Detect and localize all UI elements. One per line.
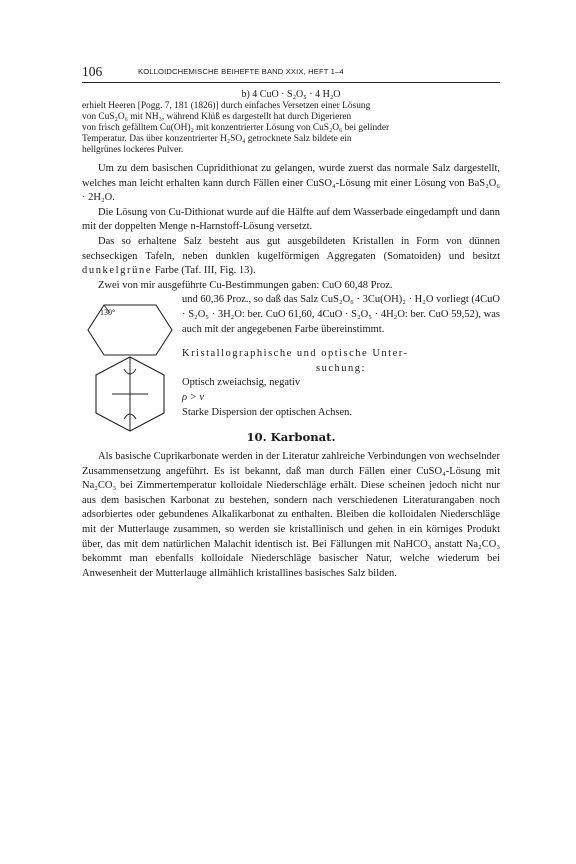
paragraph-text: Farbe (Taf. III, Fig. 13).: [152, 265, 256, 277]
formula-heading: b) 4 CuO · S₂O₅ · 4 H₂O: [241, 89, 341, 100]
optical-axis-figure: [94, 353, 168, 435]
crystal-line: Starke Dispersion der optischen Achsen.: [182, 406, 353, 418]
paragraph: und 60,36 Proz., so daß das Salz CuS₂O₆ · 3Cu(OH)₂ · H₂O vorliegt (4CuO · S₂O₅ · 3H₂O: ber. CuO 61,60, 4CuO · S₂O₅ · 4H₂O: ber. CuO 59,52), was auch mit der angegebenen Farbe übereinstimmt.: [182, 294, 500, 335]
crystal-line: ρ > ν: [182, 391, 205, 403]
small-line: hellgrünes lockeres Pulver.: [82, 145, 184, 155]
small-line: von CuS₂O₆ mit NH₃, während Klüß es dargestellt hat durch Digerieren: [82, 112, 352, 122]
crystal-title-cont: suchung:: [316, 362, 366, 374]
paragraph: Als basische Cuprikarbonate werden in der Literatur zahlreiche Verbindungen von wechselnder Zusammensetzung angeführt. Es ist bekannt, daß man durch Fällen einer CuSO₄-Lösung mit Na₂CO₃ bei Zimmertemperatur kolloidale Niederschläge erhält. Diese scheinen jedoch nicht nur aus dem basischen Karbonat zu bestehen, sondern nach verschiedenen Literaturangaben noch adsorbiertes oder gebundenes Alkalikarbonat zu enthalten. Bleiben die kolloidalen Niederschläge mit der Mutterlauge zusammen, so werden sie kristallinisch und gehen in ein körniges Produkt über, das mit dem natürlichen Malachit identisch ist. Bei Fällungen mit NaHCO₃ anstatt Na₂CO₃ bekommt man ebenfalls kolloidale Niederschläge basischer Natur, welche wiederum bei Anwesenheit der Mutterlauge allmählich kristallines basisches Salz bilden.: [82, 451, 500, 579]
paragraph: Um zu dem basischen Cupridithionat zu gelangen, wurde zuerst das normale Salz dargestellt, welches man leicht erhalten kann durch Fällen einer CuSO₄-Lösung mit einer Lösung von BaS₂O₆ · 2H₂O.: [82, 163, 500, 204]
section-heading: 10. Karbonat.: [246, 430, 336, 445]
small-line: von frisch gefälltem Cu(OH)₂ mit konzentrierter Lösung von CuS₂O₆ bei gelinder: [82, 123, 390, 133]
paragraph: Die Lösung von Cu-Dithionat wurde auf die Hälfte auf dem Wasserbade eingedampft und dann mit der doppelten Menge n-Harnstoff-Lösung versetzt.: [82, 206, 500, 233]
page: [82, 66, 500, 581]
angle-label: 130°: [100, 308, 116, 318]
spaced-word: dunkelgrüne: [82, 265, 153, 277]
paragraph: Zwei von mir ausgeführte Cu-Bestimmungen gaben: CuO 60,48 Proz.: [98, 279, 393, 291]
crystal-analysis: [182, 347, 500, 420]
crystal-title: Kristallographische und optische Unter-: [182, 348, 409, 360]
small-paragraph: [82, 101, 500, 156]
small-line: Temperatur. Das über konzentrierter H₂SO₄ getrocknete Salz bildete ein: [82, 134, 352, 144]
crystal-line: Optisch zweiachsig, negativ: [182, 377, 301, 389]
paragraph-text: Das so erhaltene Salz besteht aus gut ausgebildeten Kristallen in Form von dünnen sechseckigen Tafeln, neben dunklen kugelförmigen Aggregaten (Somatoiden) und besitzt: [82, 235, 500, 262]
running-header: [82, 66, 500, 83]
page-number: 106: [82, 64, 103, 79]
small-line: erhielt Heeren [Pogg. 7, 181 (1826)] durch einfaches Versetzen einer Lösung: [82, 101, 371, 111]
paragraph: [82, 235, 500, 279]
running-title: KOLLOIDCHEMISCHE BEIHEFTE BAND XXIX, HEFT 1–4: [138, 67, 344, 76]
